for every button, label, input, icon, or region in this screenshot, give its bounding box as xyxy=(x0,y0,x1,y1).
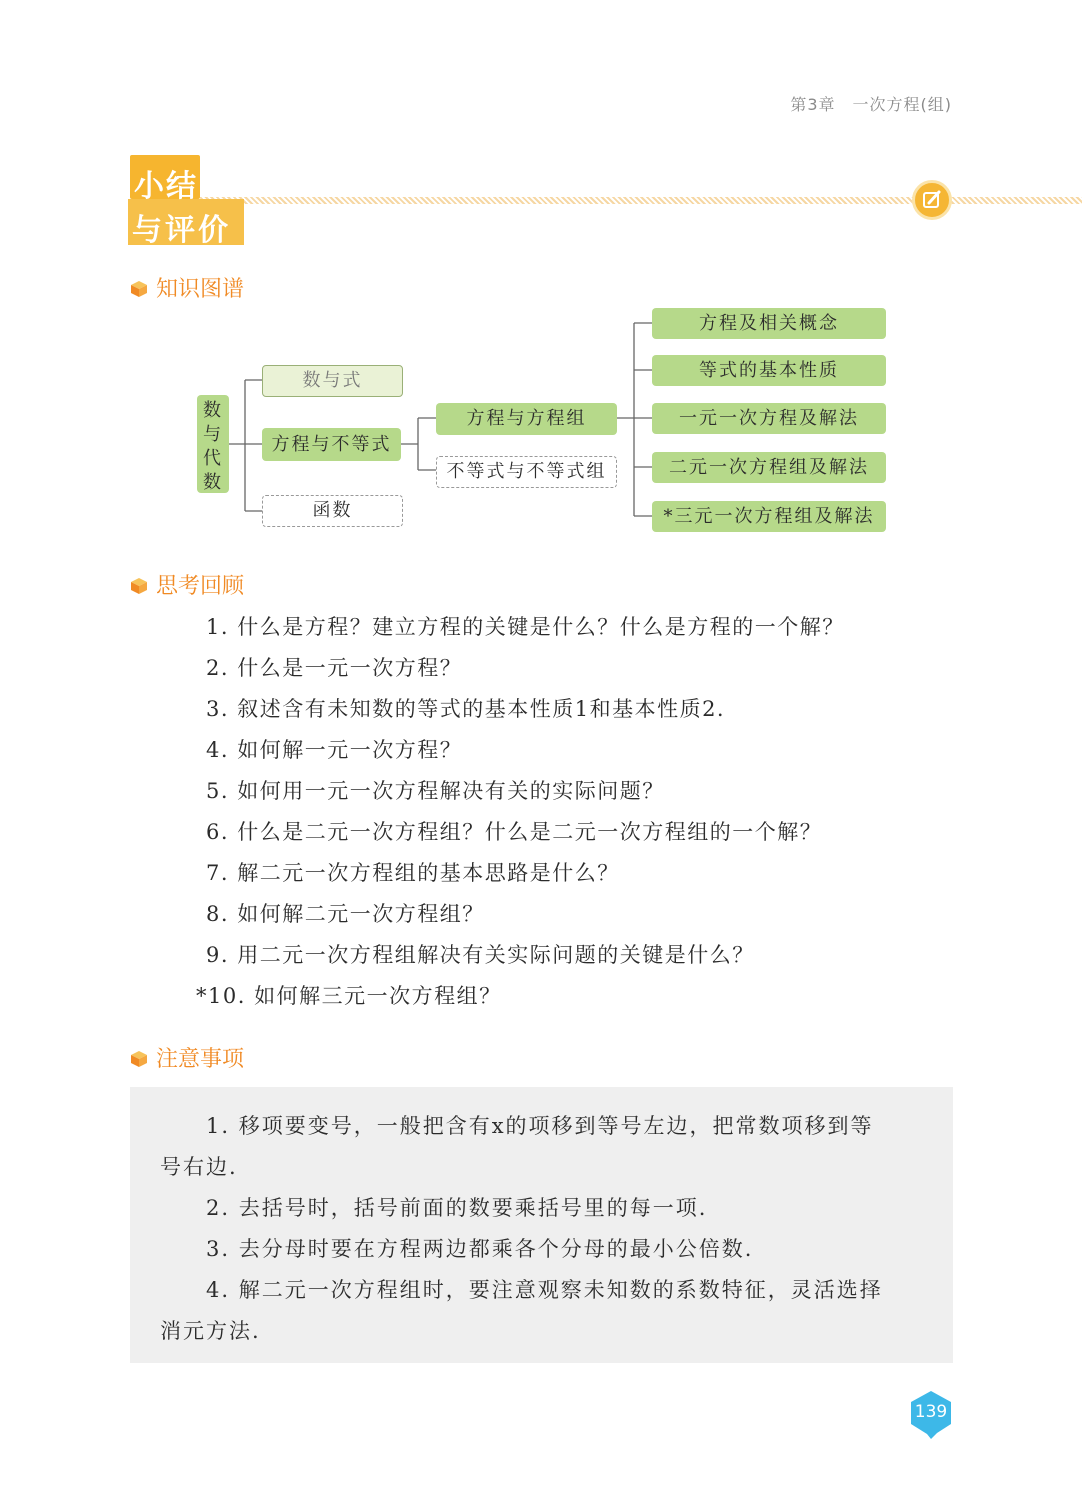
review-question: 1. 什么是方程？建立方程的关键是什么？什么是方程的一个解？ xyxy=(206,615,845,639)
note-line: 3. 去分母时要在方程两边都乘各个分母的最小公倍数. xyxy=(206,1237,754,1261)
page-number: 139 xyxy=(914,1402,948,1422)
map-node-functions: 函数 xyxy=(262,495,403,527)
section-heading-review: 思考回顾 xyxy=(130,569,244,600)
map-node-equality-properties: 等式的基本性质 xyxy=(652,355,886,386)
map-node-inequalities-systems: 不等式与不等式组 xyxy=(436,456,617,488)
review-question: 3. 叙述含有未知数的等式的基本性质1和基本性质2. xyxy=(206,697,726,721)
note-line: 2. 去括号时，括号前面的数要乘括号里的每一项. xyxy=(206,1196,708,1220)
review-question: 6. 什么是二元一次方程组？什么是二元一次方程组的一个解？ xyxy=(206,820,823,844)
cube-icon xyxy=(130,1050,148,1068)
review-question: 2. 什么是一元一次方程？ xyxy=(206,656,463,680)
running-head: 第3章 一次方程(组) xyxy=(790,95,952,114)
review-question: 7. 解二元一次方程组的基本思路是什么？ xyxy=(206,861,620,885)
map-node-equations-inequalities: 方程与不等式 xyxy=(262,428,401,461)
review-question: 9. 用二元一次方程组解决有关实际问题的关键是什么？ xyxy=(206,943,755,967)
review-question: 4. 如何解一元一次方程？ xyxy=(206,738,463,762)
map-node-equations-systems: 方程与方程组 xyxy=(436,403,617,435)
title-line-1: 小结 xyxy=(134,169,198,204)
map-root: 数与代数 xyxy=(197,395,229,493)
map-node-linear-system-two: 二元一次方程组及解法 xyxy=(652,452,886,483)
page-number-badge xyxy=(910,1392,952,1434)
section-heading-map: 知识图谱 xyxy=(130,272,244,303)
note-line: 号右边. xyxy=(160,1155,238,1179)
note-line: 4. 解二元一次方程组时，要注意观察未知数的系数特征，灵活选择 xyxy=(206,1278,883,1302)
cube-icon xyxy=(130,577,148,595)
map-node-numbers-expressions: 数与式 xyxy=(262,365,403,397)
review-question: *10. 如何解三元一次方程组？ xyxy=(196,984,502,1008)
section-heading-notes: 注意事项 xyxy=(130,1042,244,1073)
review-question: 8. 如何解二元一次方程组？ xyxy=(206,902,485,926)
review-question: 5. 如何用一元一次方程解决有关的实际问题？ xyxy=(206,779,665,803)
map-node-linear-system-three: *三元一次方程组及解法 xyxy=(652,501,886,532)
note-line: 消元方法. xyxy=(160,1319,261,1343)
map-node-linear-equation: 一元一次方程及解法 xyxy=(652,403,886,434)
note-line: 1. 移项要变号，一般把含有x的项移到等号左边，把常数项移到等 xyxy=(206,1114,874,1138)
map-node-equation-concepts: 方程及相关概念 xyxy=(652,308,886,339)
title-line-2: 与评价 xyxy=(132,213,231,248)
